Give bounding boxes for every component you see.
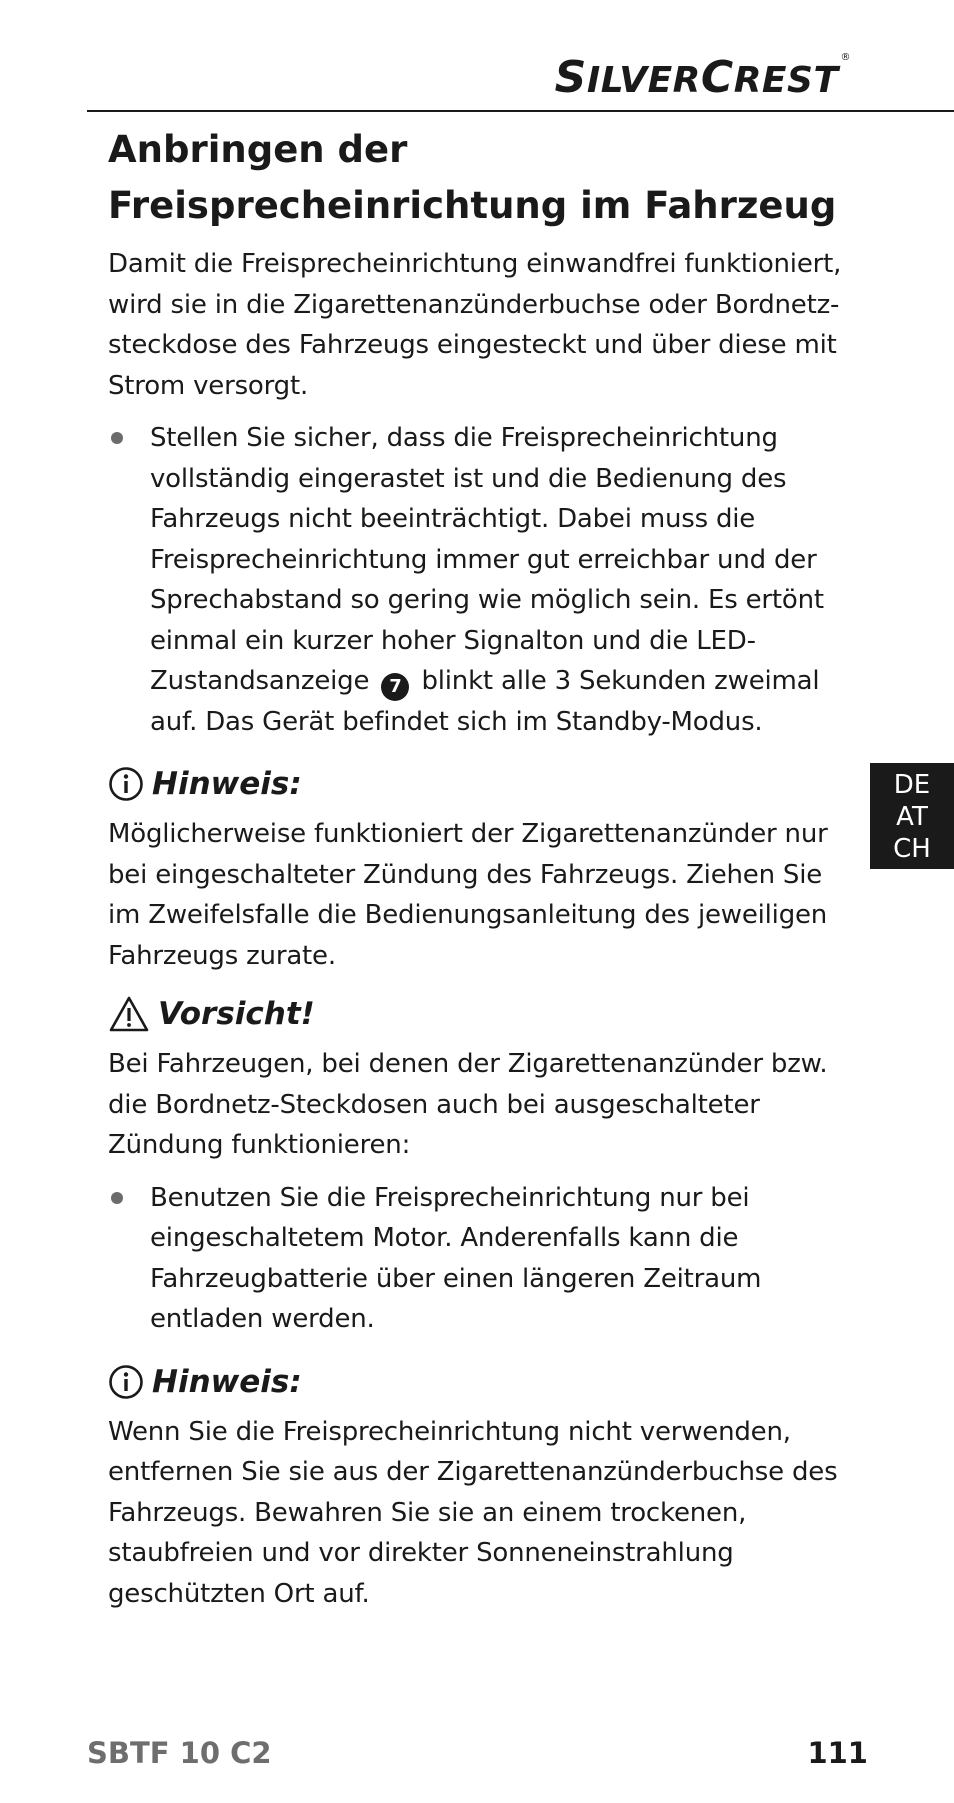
- bullet-dot: [111, 1192, 123, 1204]
- caution-text: Bei Fahrzeugen, bei denen der Zigarettenanzünder bzw. die Bordnetz-Steckdosen auch bei ausgeschalteter Zündung funktionieren:: [108, 1049, 828, 1160]
- note-heading-2: Hinweis:: [108, 1356, 860, 1408]
- info-icon: [108, 1364, 144, 1400]
- intro-paragraph: Damit die Freisprecheinrichtung einwandfrei funktioniert, wird sie in die Zigarettenanzünderbuchse oder Bordnetz-steckdose des Fahrzeugs eingesteckt und über diese mit Strom versorgt.: [108, 249, 842, 401]
- info-icon: [108, 766, 144, 802]
- bullet-list-2: [108, 1178, 860, 1340]
- footer-model-number: SBTF 10 C2: [87, 1736, 272, 1770]
- list-item: Stellen Sie sicher, dass die Freisprecheinrichtung vollständig eingerastet ist und die Bedienung des Fahrzeugs nicht beeinträchtigt. Dabei muss die Freisprecheinrichtung immer gut erreichbar und der Sprechabstand so gering wie möglich sein. Es ertönt einmal ein kurzer hoher Signalton und die LED-Zustandsanzeige 7 blinkt alle 3 Sekunden zweimal auf. Das Gerät befindet sich im Standby-Modus.: [108, 418, 860, 742]
- section-title: Anbringen der Freisprecheinrichtung im Fahrzeug: [108, 128, 837, 227]
- language-code: AT: [896, 802, 928, 832]
- bullet-list-1: [108, 418, 860, 742]
- reference-number-badge: 7: [381, 673, 409, 701]
- note-heading-1: Hinweis:: [108, 758, 860, 810]
- language-code: DE: [893, 770, 931, 800]
- note-text-1: Möglicherweise funktioniert der Zigarettenanzünder nur bei eingeschalteter Zündung des Fahrzeugs. Ziehen Sie im Zweifelsfalle die Bedienungsanleitung des jeweiligen Fahrzeugs zurate.: [108, 819, 828, 971]
- list-item: Benutzen Sie die Freisprecheinrichtung nur bei eingeschaltetem Motor. Anderenfalls kann die Fahrzeugbatterie über einen längeren Zeitraum entladen werden.: [108, 1178, 860, 1340]
- bullet-dot: [111, 432, 123, 444]
- page-content: [108, 122, 860, 1626]
- page-number: 111: [807, 1736, 868, 1770]
- language-code: CH: [893, 834, 931, 864]
- note-text-2: Wenn Sie die Freisprecheinrichtung nicht verwenden, entfernen Sie sie aus der Zigarettenanzünderbuchse des Fahrzeugs. Bewahren Sie sie an einem trockenen, staubfreien und vor direkter Sonneneinstrahlung geschützten Ort auf.: [108, 1416, 838, 1609]
- header-divider: [87, 110, 954, 112]
- caution-heading: Vorsicht!: [108, 988, 860, 1040]
- warning-icon: [108, 995, 150, 1033]
- language-tab: [870, 763, 954, 869]
- brand-logo: SILVERCREST®: [554, 52, 851, 103]
